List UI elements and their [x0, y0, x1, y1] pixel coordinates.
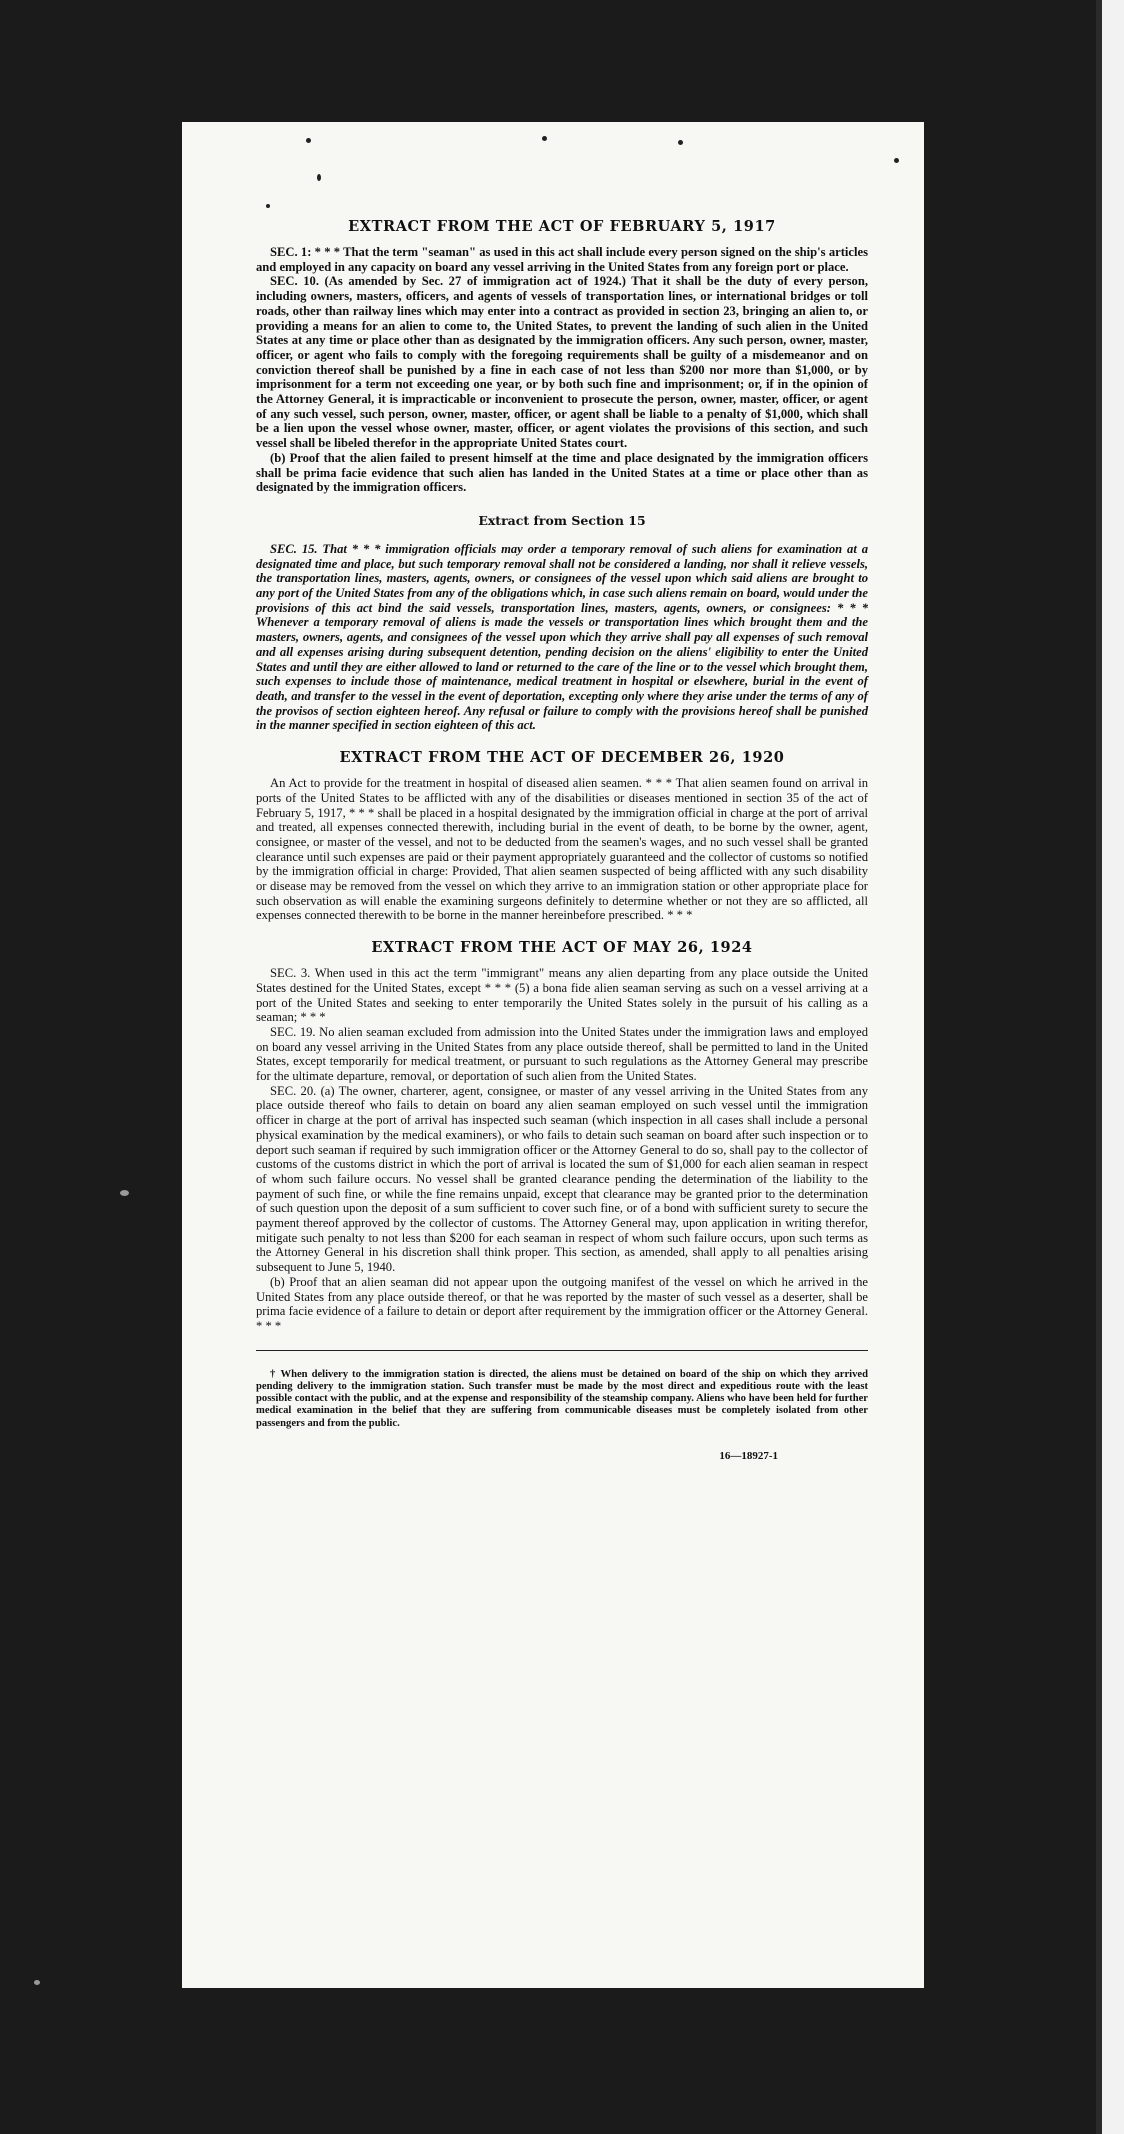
- paragraph-sec-20-a: SEC. 20. (a) The owner, charterer, agent, consignee, or master of any vessel arriving in the United States from any place outside thereof who fails to detain on board any alien seaman employed on such vessel until the immigration officer in charge at the port of arrival has inspected such seaman (which inspection in all cases shall include a personal physical examination by the medical examiners), or who fails to detain such seaman on board after such inspection or to deport such seaman if required by such immigration officer or the Attorney General to do so, shall pay to the collector of customs of the customs district in which the port of arrival is located the sum of $1,000 for each alien seaman in respect of whom such failure occurs. No vessel shall be granted clearance pending the determination of the liability to the payment of such fine, or while the fine remains unpaid, except that clearance may be granted prior to the determination of such question upon the deposit of a sum sufficient to cover such fine, or of a bond with sufficient surety to secure the payment thereof approved by the collector of customs. The Attorney General may, upon application in writing therefor, mitigate such penalty to not less than $200 for each seaman in respect of whom such failure occurs, upon such terms as the Attorney General in his discretion shall think proper. This section, as amended, shall apply to all penalties arising subsequent to June 5, 1940.: [256, 1083, 868, 1275]
- section-act-1924: [256, 966, 868, 1334]
- scan-speck: [120, 1190, 129, 1196]
- footnote-text: † When delivery to the immigration station is directed, the aliens must be detained on board of the ship on which they arrived pending delivery to the immigration station. Such transfer must be made by the most direct and expeditious route with the least possible contact with the public, and at the expense and responsibility of the steamship company. Aliens who have been held for further medical examination in the belief that they are suffering from communicable diseases must be completely isolated from other passengers and from the public.: [256, 1368, 868, 1429]
- scan-dot: [306, 138, 311, 143]
- section-act-1917: [256, 245, 868, 495]
- section-15: [256, 542, 868, 733]
- scan-dot: [894, 158, 899, 163]
- paragraph-sec-10: SEC. 10. (As amended by Sec. 27 of immigration act of 1924.) That it shall be the duty of every person, including owners, masters, officers, and agents of vessels of transportation lines, or international bridges or toll roads, other than railway lines which may enter into a contract as provided in section 23, bringing an alien to, or providing a means for an alien to come to, the United States, to prevent the landing of such alien in the United States at any time or place other than as designated by the immigration officers. Any such person, owner, master, officer, or agent who fails to comply with the foregoing requirements shall be guilty of a misdemeanor and on conviction thereof shall be punished by a fine in each case of not less than $200 nor more than $1,000, or by imprisonment for a term not exceeding one year, or by both such fine and imprisonment; or, if in the opinion of the Attorney General, it is impracticable or inconvenient to prosecute the person, owner, master, officer, or agent of any such vessel, such person, owner, master, officer, or agent shall be liable to a penalty of $1,000, which shall be a lien upon the vessel whose owner, master, officer, or agent violates the provisions of this section, and such vessel shall be libeled therefor in the appropriate United States court.: [256, 274, 868, 451]
- scan-dot: [266, 204, 270, 208]
- paragraph-sec-19: SEC. 19. No alien seaman excluded from admission into the United States under the immigration laws and employed on board any vessel arriving in the United States from any place outside thereof, shall be permitted to land in the United States, except temporarily for medical treatment, or pursuant to such regulations as the Attorney General may prescribe for the ultimate departure, removal, or deportation of such alien from the United States.: [256, 1024, 868, 1084]
- form-number: 16—18927-1: [719, 1449, 778, 1462]
- footnote: [256, 1369, 868, 1430]
- heading-section-15: Extract from Section 15: [478, 512, 646, 528]
- paragraph-sec-15: SEC. 15. That * * * immigration officials may order a temporary removal of such aliens for examination at a designated time and place, but such temporary removal shall not be considered a landing, nor shall it relieve vessels, the transportation lines, masters, agents, owners, or consignees of the vessel upon which said aliens are brought to any port of the United States from any of the obligations which, in case such aliens remain on board, would under the provisions of this act bind the said vessels, transportation lines, masters, agents, owners, or consignees: * * * Whenever a temporary removal of aliens is made the vessels or transportation lines which brought them and the masters, owners, agents, and consignees of the vessel upon which they arrive shall pay all expenses of such removal and all expenses arising during subsequent detention, pending decision on the aliens' eligibility to enter the United States and until they are either allowed to land or returned to the care of the line or to the vessel which brought them, such expenses to include those of maintenance, medical treatment in hospital or elsewhere, burial in the event of death, and transfer to the vessel in the event of deportation, excepting only where they arise under the terms of any of the provisos of section eighteen hereof. Any refusal or failure to comply with the provisions hereof shall be punished in the manner specified in section eighteen of this act.: [256, 541, 868, 733]
- paragraph-sec-20-b: (b) Proof that an alien seaman did not appear upon the outgoing manifest of the vessel on which he arrived in the United States from any place outside thereof, or that he was reported by the master of such vessel as a deserter, shall be prima facie evidence of a failure to detain or deport after requirement by the immigration officer or the Attorney General. * * *: [256, 1274, 868, 1333]
- paragraph-act-1920: An Act to provide for the treatment in hospital of diseased alien seamen. * * * That alien seamen found on arrival in ports of the United States to be afflicted with any of the disabilities or diseases mentioned in section 35 of the act of February 5, 1917, * * * shall be placed in a hospital designated by the immigration official in charge at the port of arrival and treated, all expenses connected therewith, including burial in the event of death, to be borne by the owner, agent, consignee, or master of the vessel, and not to be deducted from the seamen's wages, and no such vessel shall be granted clearance until such expenses are paid or their payment appropriately guaranteed and the collector of customs so notified by the immigration official in charge: Provided, That alien seamen suspected of being afflicted with any such disability or disease may be removed from the vessel on which they arrive to an immigration station or other appropriate place for such observation as will enable the examining surgeons definitely to determine whether or not they are so afflicted, all expenses connected therewith to be borne in the manner hereinbefore prescribed. * * *: [256, 776, 868, 923]
- paragraph-sec-10-b: (b) Proof that the alien failed to present himself at the time and place designated by the immigration officers shall be prima facie evidence that such alien has landed in the United States at a time or place other than as designated by the immigration officers.: [256, 450, 868, 495]
- scan-speck: [34, 1980, 40, 1985]
- scan-dot: [678, 140, 683, 145]
- paragraph-sec-3: SEC. 3. When used in this act the term "immigrant" means any alien departing from any place outside the United States destined for the United States, except * * * (5) a bona fide alien seaman serving as such on a vessel arriving at a port of the United States and seeking to enter temporarily the United States solely in the pursuit of his calling as a seaman; * * *: [256, 966, 868, 1025]
- section-act-1920: [256, 776, 868, 923]
- footnote-divider: [256, 1350, 868, 1351]
- heading-act-1917: EXTRACT FROM THE ACT OF FEBRUARY 5, 1917: [348, 218, 776, 235]
- heading-act-1920: EXTRACT FROM THE ACT OF DECEMBER 26, 1920: [339, 749, 785, 767]
- heading-act-1924: EXTRACT FROM THE ACT OF MAY 26, 1924: [371, 939, 753, 957]
- scan-edge: [1102, 0, 1124, 2134]
- paragraph-sec-1: SEC. 1: * * * That the term "seaman" as used in this act shall include every person signed on the ship's articles and employed in any capacity on board any vessel arriving in the United States from any foreign port or place.: [256, 245, 868, 274]
- document-page: [182, 122, 924, 1988]
- scan-dot: [542, 136, 547, 141]
- scan-dot: [317, 174, 321, 181]
